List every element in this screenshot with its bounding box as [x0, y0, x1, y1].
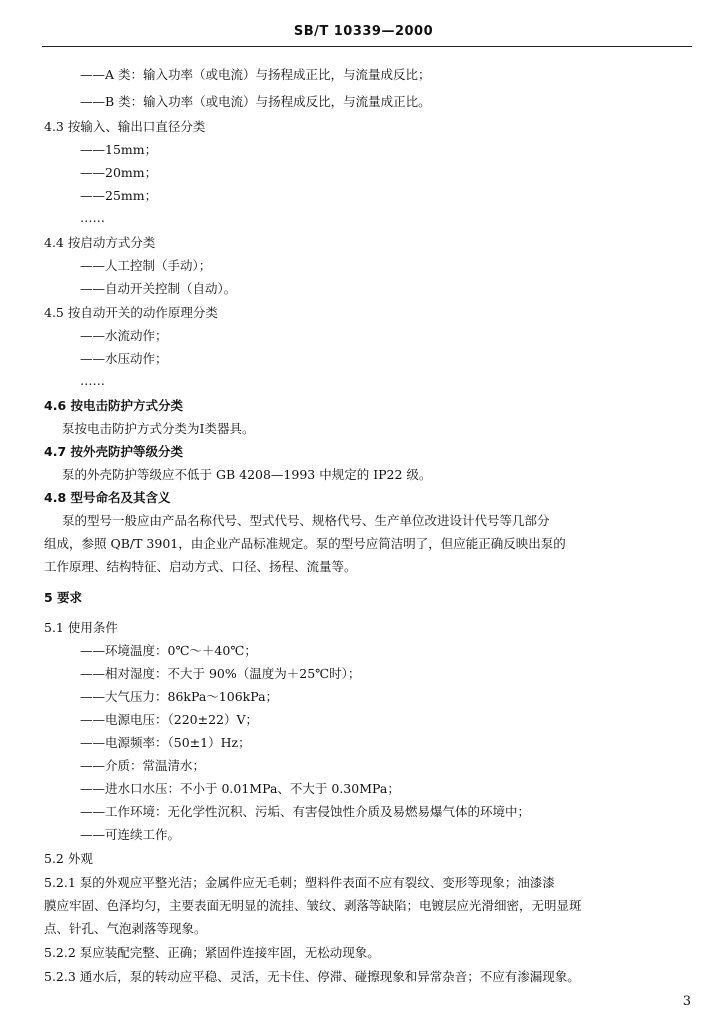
- text-line: ——自动开关控制（自动）。: [80, 281, 237, 296]
- text-line: 泵按电击防护方式分类为Ⅰ类器具。: [62, 421, 255, 436]
- text-line: ——人工控制（手动）；: [80, 258, 212, 273]
- text-line: ——电源电压：（220±22）V；: [80, 712, 259, 727]
- text-line: ——环境温度：0℃～＋40℃；: [80, 643, 257, 658]
- text-line: ——25mm；: [80, 188, 158, 203]
- text-line: ——大气压力：86kPa～106kPa；: [80, 689, 279, 704]
- text-line: 工作原理、结构特征、启动方式、口径、扬程、流量等。: [44, 559, 357, 574]
- text-line: 4.6 按电击防护方式分类: [44, 398, 183, 413]
- text-line: 5.2.1 泵的外观应平整光洁；金属件应无毛刺；塑料件表面不应有裂纹、变形等现象；油漆漆: [44, 875, 555, 890]
- text-line: 泵的型号一般应由产品名称代号、型式代号、规格代号、生产单位改进设计代号等几部分: [62, 513, 550, 528]
- text-line: ——15mm；: [80, 142, 158, 157]
- text-line: 4.7 按外壳防护等级分类: [44, 444, 183, 459]
- text-line: 4.3 按输入、输出口直径分类: [44, 119, 206, 134]
- text-line: ——水压动作；: [80, 351, 168, 366]
- text-line: 5.1 使用条件: [44, 620, 118, 635]
- text-line: 5 要求: [44, 590, 83, 605]
- text-line: ——进水口水压：不小于 0.01MPa、不大于 0.30MPa；: [80, 781, 400, 796]
- text-line: ——介质：常温清水；: [80, 758, 206, 773]
- page-number: 3: [682, 994, 691, 1009]
- text-line: 组成，参照 QB/T 3901，由企业产品标准规定。泵的型号应简洁明了，但应能正确反映出泵的: [44, 536, 566, 551]
- text-line: ……: [80, 210, 105, 225]
- text-line: ——工作环境：无化学性沉积、污垢、有害侵蚀性介质及易燃易爆气体的环境中；: [80, 804, 531, 819]
- text-line: ——20mm；: [80, 165, 158, 180]
- header-rule: [42, 46, 692, 47]
- text-line: ——相对湿度：不大于 90%（温度为＋25℃时）；: [80, 666, 361, 681]
- text-line: ——可连续工作。: [80, 827, 181, 842]
- text-line: ——B 类：输入功率（或电流）与扬程成反比，与流量成正比。: [80, 94, 431, 109]
- text-line: ——电源频率：（50±1）Hz；: [80, 735, 251, 750]
- text-line: 点、针孔、气泡剥落等现象。: [44, 921, 207, 936]
- text-line: 膜应牢固、色泽均匀，主要表面无明显的流挂、皱纹、剥落等缺陷；电镀层应光滑细密，无明显斑: [44, 898, 582, 913]
- text-line: ——水流动作；: [80, 328, 168, 343]
- text-line: 5.2.2 泵应装配完整、正确；紧固件连接牢固，无松动现象。: [44, 945, 380, 960]
- text-line: ……: [80, 373, 105, 388]
- text-line: ——A 类：输入功率（或电流）与扬程成正比，与流量成反比；: [80, 67, 431, 82]
- text-line: 4.5 按自动开关的动作原理分类: [44, 305, 218, 320]
- text-line: 5.2.3 通水后，泵的转动应平稳、灵活，无卡住、停滞、碰擦现象和异常杂音；不应有渗漏现象。: [44, 969, 580, 984]
- text-line: 5.2 外观: [44, 851, 93, 866]
- text-line: 泵的外壳防护等级应不低于 GB 4208—1993 中规定的 IP22 级。: [62, 467, 432, 482]
- text-line: 4.4 按启动方式分类: [44, 235, 156, 250]
- text-line: 4.8 型号命名及其含义: [44, 490, 171, 505]
- document-header: SB/T 10339—2000: [293, 24, 434, 39]
